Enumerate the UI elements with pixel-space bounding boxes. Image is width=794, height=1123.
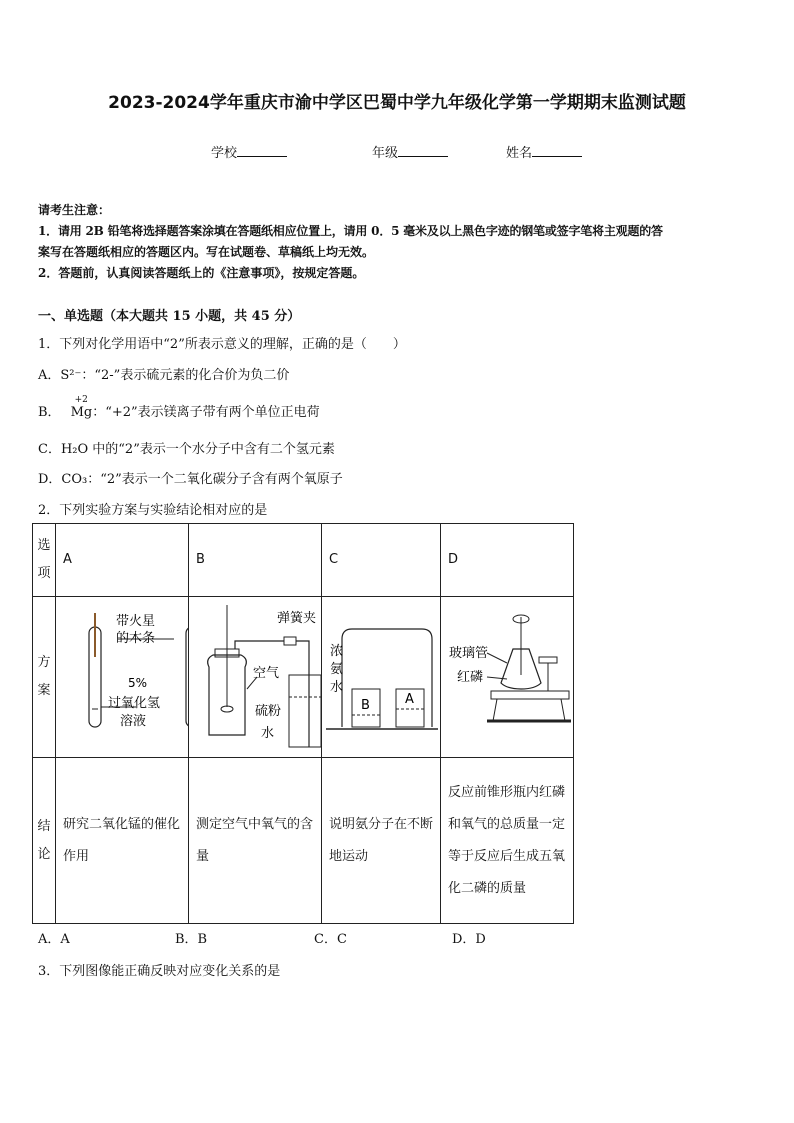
header-d: D: [448, 552, 459, 567]
label-h2o2: 过氧化氢: [108, 696, 161, 711]
q3-stem: 3．下列图像能正确反映对应变化关系的是: [38, 964, 281, 979]
name-blank: [532, 144, 582, 157]
diagram-cell-c: [322, 597, 441, 758]
conclusion-cell-d: [441, 758, 574, 924]
label-clip: 弹簧夹: [277, 611, 317, 626]
notice-item-1b: 案写在答题纸相应的答题区内。写在试题卷、草稿纸上均无效。: [38, 245, 375, 259]
label-glass-tube: 玻璃管: [449, 646, 489, 661]
table-row-option: [33, 524, 574, 597]
conclusion-cell-b: [189, 758, 322, 924]
notice-item-2: 2．答题前，认真阅读答题纸上的《注意事项》，按规定答题。: [38, 266, 365, 280]
label-splint-1: 带火星: [116, 614, 156, 629]
school-label: 学校: [211, 146, 238, 161]
label-water: 水: [261, 726, 275, 741]
conclusion-c: 说明氨分子在不断地运动: [329, 816, 434, 864]
row-label-conclusion-text: 结论: [37, 818, 51, 862]
weight-pan: [539, 657, 557, 663]
label-beaker-b: B: [361, 698, 370, 713]
diagram-c: [322, 597, 440, 753]
notice-heading: 请考生注意：: [38, 203, 111, 217]
spring-clip: [284, 637, 296, 645]
diagram-a: [56, 597, 188, 753]
notice-item-1a: 1．请用 2B 铅笔将选择题答案涂填在答题纸相应位置上，请用 0．5 毫米及以上黑色字迹的钢笔或签字笔将主观题的答: [38, 224, 663, 238]
q1-option-b: [38, 395, 320, 420]
conclusion-d: 反应前锥形瓶内红磷和氧气的总质量一定等于反应后生成五氧化二磷的质量: [448, 784, 566, 896]
label-percent: 5%: [128, 676, 148, 690]
leader-phosphorus: [487, 677, 507, 679]
label-air: 空气: [253, 666, 280, 681]
row-label-plan: [33, 597, 56, 758]
test-tube-right: [186, 627, 188, 727]
water-beaker: [289, 675, 321, 747]
header-b: B: [196, 552, 205, 567]
diagram-cell-b: [189, 597, 322, 758]
q1-option-d: D．CO₃：“2”表示一个二氧化碳分子含有两个氧原子: [38, 472, 343, 487]
q1-option-b-text: ：“+2”表示镁离子带有两个单位正电荷: [92, 405, 320, 420]
school-field: [211, 142, 287, 161]
mg-symbol: [70, 395, 93, 420]
name-field: [506, 142, 582, 161]
row-label-option: [33, 524, 56, 597]
row-label-option-text: 选项: [37, 538, 51, 581]
header-cell-c: [322, 524, 441, 597]
header-cell-d: [441, 524, 574, 597]
school-blank: [237, 144, 287, 157]
diagram-cell-d: [441, 597, 574, 758]
table-row-plan: [33, 597, 574, 758]
grade-blank: [398, 144, 448, 157]
page-title: 2023-2024学年重庆市渝中学区巴蜀中学九年级化学第一学期期末监测试题: [108, 93, 686, 113]
diagram-b: [189, 597, 321, 753]
header-c: C: [329, 552, 339, 567]
row-label-plan-text: 方案: [37, 655, 51, 698]
grade-label: 年级: [372, 146, 399, 161]
q2-choice-d: D．D: [452, 932, 486, 947]
leader-tube: [487, 653, 507, 663]
table-row-conclusion: [33, 758, 574, 924]
label-nong: 浓: [330, 644, 344, 659]
bell-jar: [342, 629, 432, 727]
row-label-conclusion: [33, 758, 56, 924]
label-an: 氨: [330, 662, 344, 677]
section-heading: 一、单选题（本大题共 15 小题，共 45 分）: [38, 309, 301, 324]
label-splint-2: 的木条: [116, 631, 156, 646]
grade-field: [372, 142, 448, 161]
q2-choice-c: C．C: [314, 932, 347, 947]
conclusion-a: 研究二氧化锰的催化作用: [63, 816, 181, 864]
q1-option-a: A．S²⁻：“2-”表示硫元素的化合价为负二价: [38, 368, 290, 383]
name-label: 姓名: [506, 146, 533, 161]
q2-choice-a: A．A: [38, 932, 70, 947]
mg-charge-super: +2: [74, 395, 88, 405]
conclusion-cell-a: [56, 758, 189, 924]
diagram-cell-a: [56, 597, 189, 758]
conclusion-cell-c: [322, 758, 441, 924]
diagram-d: [441, 597, 573, 753]
label-sulfur: 硫粉: [255, 704, 282, 719]
q1-option-b-prefix: B．: [38, 405, 61, 420]
conclusion-b: 测定空气中氧气的含量: [196, 816, 314, 864]
label-shui: 水: [330, 680, 344, 695]
label-red-phosphorus: 红磷: [457, 670, 484, 685]
q2-choice-b: B．B: [175, 932, 208, 947]
q1-option-c: C．H₂O 中的“2”表示一个水分子中含有二个氢元素: [38, 442, 335, 457]
mg-symbol-text: Mg: [70, 405, 93, 420]
header-a: A: [63, 552, 72, 567]
balance-beam: [491, 691, 569, 699]
balance-body: [493, 699, 565, 721]
header-cell-a: [56, 524, 189, 597]
label-beaker-a: A: [405, 692, 414, 707]
q2-table: [32, 523, 574, 924]
q2-stem: 2．下列实验方案与实验结论相对应的是: [38, 503, 268, 518]
label-solution: 溶液: [120, 714, 147, 729]
header-cell-b: [189, 524, 322, 597]
q1-stem: 1．下列对化学用语中“2”所表示意义的理解，正确的是（ ）: [38, 337, 406, 352]
